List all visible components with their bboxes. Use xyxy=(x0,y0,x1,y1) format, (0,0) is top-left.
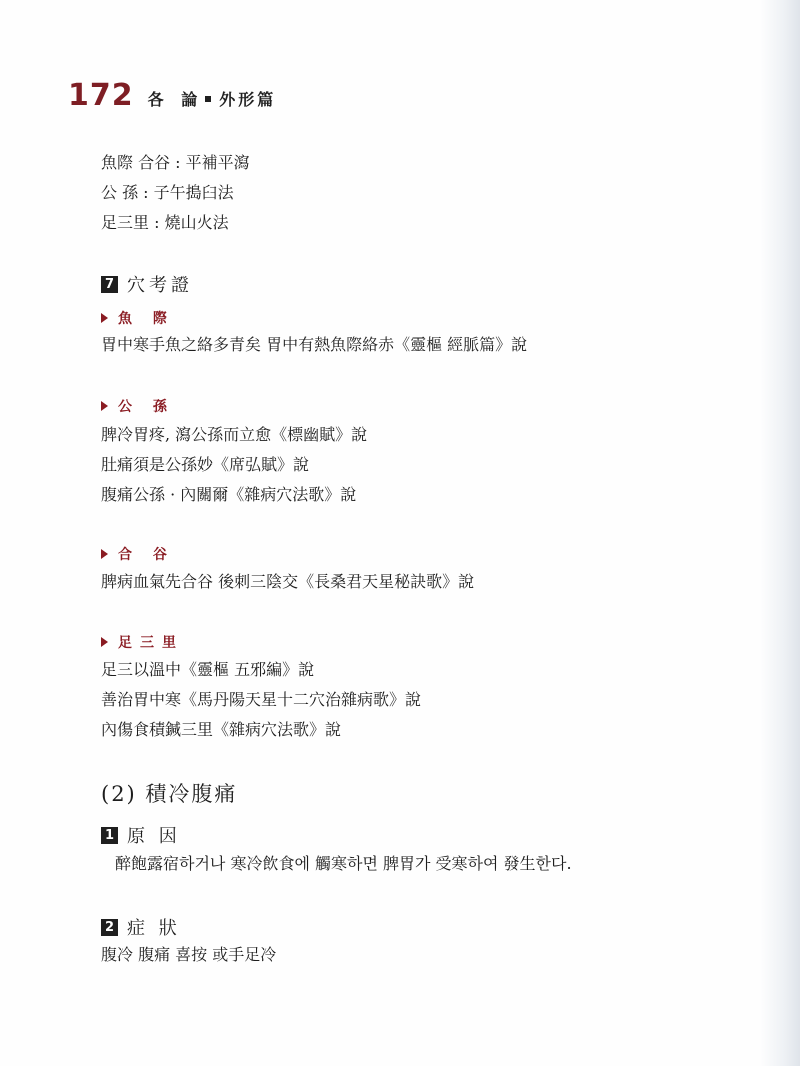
triangle-bullet-icon xyxy=(101,549,108,559)
point-heading-gongsun xyxy=(101,396,175,416)
point-heading-hegu xyxy=(101,544,175,564)
page-edge-shadow xyxy=(760,0,800,1066)
header-subtitle: 外形篇 xyxy=(219,90,277,109)
header-bullet-icon xyxy=(205,96,211,102)
method-line: 魚際 合谷 : 平補平瀉 xyxy=(101,153,250,172)
point-heading-zusanli xyxy=(101,632,184,652)
section-number-box: 7 xyxy=(101,276,118,293)
section-number-box: 1 xyxy=(101,827,118,844)
point-label: 足三里 xyxy=(118,635,184,651)
section-title: 原 因 xyxy=(127,826,181,847)
citation-line: 胃中寒手魚之絡多青矣 胃中有熱魚際絡赤《靈樞 經脈篇》說 xyxy=(101,335,528,354)
section-number-box: 2 xyxy=(101,919,118,936)
subsection-heading: (2) 積冷腹痛 xyxy=(101,782,238,806)
page-number: 172 xyxy=(68,78,134,113)
triangle-bullet-icon xyxy=(101,637,108,647)
symptom-text: 腹冷 腹痛 喜按 或手足冷 xyxy=(101,945,277,964)
citation-line: 足三以溫中《靈樞 五邪編》說 xyxy=(101,660,315,679)
citation-line: 脾病血氣先合谷 後刺三陰交《長桑君天星秘訣歌》說 xyxy=(101,572,475,591)
point-label: 魚 際 xyxy=(118,311,175,327)
section-title: 症 狀 xyxy=(127,918,181,939)
point-heading-yuji xyxy=(101,308,175,328)
citation-line: 內傷食積鍼三里《雜病穴法歌》說 xyxy=(101,720,342,739)
citation-line: 腹痛公孫 · 內關爾《雜病穴法歌》說 xyxy=(101,485,357,504)
triangle-bullet-icon xyxy=(101,401,108,411)
method-line: 公 孫 : 子午搗臼法 xyxy=(101,183,234,202)
header-title: 各 論 xyxy=(147,90,204,109)
cause-heading xyxy=(101,822,181,848)
triangle-bullet-icon xyxy=(101,313,108,323)
cause-text: 醉飽露宿하거나 寒冷飲食에 觸寒하면 脾胃가 受寒하여 發生한다. xyxy=(115,854,572,873)
citation-line: 善治胃中寒《馬丹陽天星十二穴治雜病歌》說 xyxy=(101,690,422,709)
symptom-heading xyxy=(101,914,181,940)
point-label: 合 谷 xyxy=(118,547,175,563)
section-title: 穴考證 xyxy=(127,275,193,296)
method-line: 足三里 : 燒山火法 xyxy=(101,213,229,232)
point-label: 公 孫 xyxy=(118,399,175,415)
citation-line: 脾冷胃疼, 瀉公孫而立愈《標幽賦》說 xyxy=(101,425,368,444)
section-heading-7 xyxy=(101,271,193,297)
page-header xyxy=(68,78,276,113)
citation-line: 肚痛須是公孫妙《席弘賦》說 xyxy=(101,455,310,474)
